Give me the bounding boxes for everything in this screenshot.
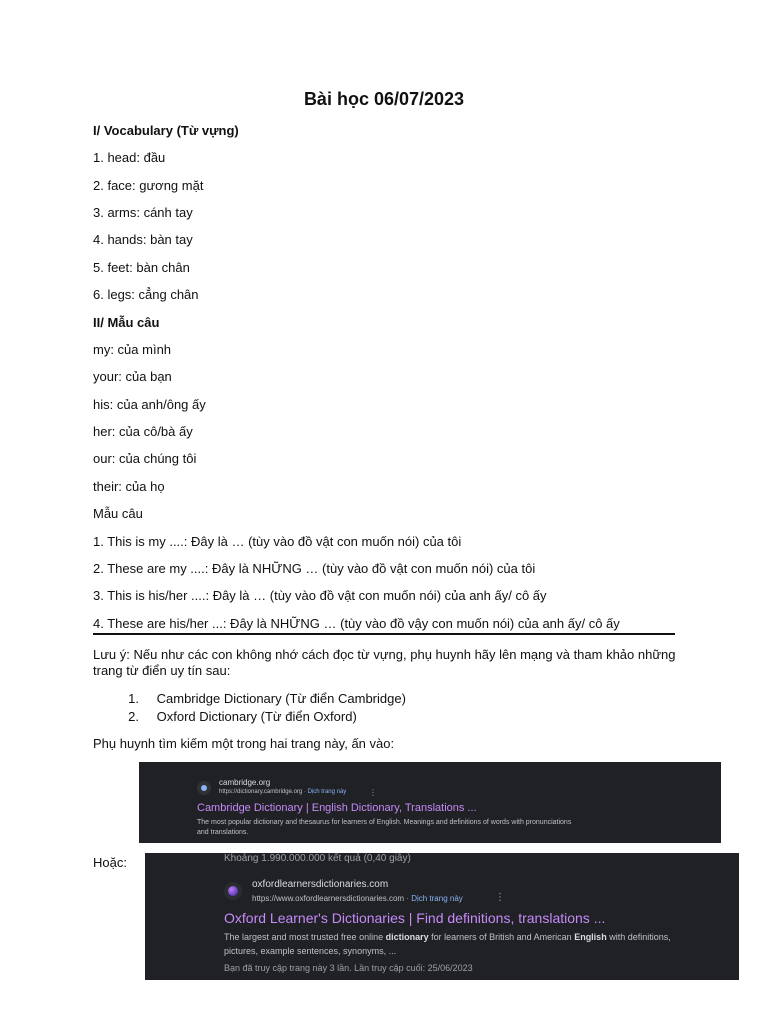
result-url bbox=[252, 894, 463, 903]
url-separator: · bbox=[303, 789, 308, 795]
vocab-heading: I/ Vocabulary (Từ vựng) bbox=[93, 123, 239, 138]
vocab-item: 1. head: đầu bbox=[93, 150, 166, 165]
pattern-item: her: của cô/bà ấy bbox=[93, 424, 193, 439]
snippet-text: for learners of British and American bbox=[428, 932, 575, 942]
note-paragraph: Lưu ý: Nếu như các con không nhớ cách đọc từ vựng, phụ huynh hãy lên mạng và tham khảo những trang từ điển uy tín sau: bbox=[93, 647, 676, 678]
instruction-text: Phụ huynh tìm kiếm một trong hai trang này, ấn vào: bbox=[93, 736, 395, 751]
dictionary-list-item bbox=[93, 691, 406, 707]
vocab-item: 3. arms: cánh tay bbox=[93, 205, 193, 220]
vocab-item: 4. hands: bàn tay bbox=[93, 232, 193, 247]
dictionary-label: Cambridge Dictionary (Từ điển Cambridge) bbox=[156, 691, 406, 706]
pattern-item: our: của chúng tôi bbox=[93, 451, 197, 466]
result-url-text: https://dictionary.cambridge.org bbox=[219, 789, 303, 795]
snippet-highlight: dictionary bbox=[385, 932, 429, 942]
result-url-text: https://www.oxfordlearnersdictionaries.com bbox=[252, 894, 405, 903]
more-options-icon[interactable]: ⋮ bbox=[369, 788, 377, 797]
visit-history: Bạn đã truy cập trang này 3 lần. Lần truy cập cuối: 25/06/2023 bbox=[224, 963, 473, 973]
pattern-item: his: của anh/ông ấy bbox=[93, 397, 206, 412]
cambridge-favicon-icon bbox=[197, 781, 211, 795]
vocab-item: 5. feet: bàn chân bbox=[93, 260, 190, 275]
sentence-pattern-subheading: Mẫu câu bbox=[93, 506, 143, 521]
list-number: 1. bbox=[128, 691, 139, 706]
result-headline-link[interactable]: Oxford Learner's Dictionaries | Find definitions, translations ... bbox=[224, 910, 606, 926]
oxford-search-result-image bbox=[145, 853, 739, 980]
list-number: 2. bbox=[128, 709, 139, 724]
result-site-name: oxfordlearnersdictionaries.com bbox=[252, 879, 389, 890]
pattern-item: your: của bạn bbox=[93, 369, 172, 384]
translate-link[interactable]: Dịch trang này bbox=[307, 789, 347, 795]
pattern-item: my: của mình bbox=[93, 342, 172, 357]
pattern-item: their: của họ bbox=[93, 479, 165, 494]
vocab-item: 6. legs: cẳng chân bbox=[93, 287, 199, 302]
dictionary-list-item bbox=[93, 709, 357, 725]
vocab-item: 2. face: gương mặt bbox=[93, 178, 204, 193]
sentence-pattern: 2. These are my ....: Đây là NHỮNG … (tùy vào đồ vật con muốn nói) của tôi bbox=[93, 561, 536, 576]
cambridge-search-result-image bbox=[139, 762, 721, 843]
result-stats: Khoảng 1.990.000.000 kết quả (0,40 giây) bbox=[224, 853, 411, 864]
result-headline-link[interactable]: Cambridge Dictionary | English Dictionary, Translations ... bbox=[197, 802, 477, 814]
sentence-pattern: 1. This is my ....: Đây là … (tùy vào đồ vật con muốn nói) của tôi bbox=[93, 534, 462, 549]
page-title: Bài học 06/07/2023 bbox=[303, 89, 465, 109]
or-label: Hoặc: bbox=[93, 855, 127, 870]
snippet-highlight: English bbox=[574, 932, 607, 942]
more-options-icon[interactable]: ⋮ bbox=[495, 892, 505, 903]
sentence-pattern: 4. These are his/her ...: Đây là NHỮNG … (tùy vào đồ vậy con muốn nói) của anh ấy/ cô ấy bbox=[93, 616, 620, 631]
sentence-pattern: 3. This is his/her ....: Đây là … (tùy vào đồ vật con muốn nói) của anh ấy/ cô ấy bbox=[93, 588, 547, 603]
result-url bbox=[219, 789, 346, 795]
url-separator: · bbox=[406, 894, 412, 903]
patterns-heading: II/ Mẫu câu bbox=[93, 315, 160, 330]
dictionary-label: Oxford Dictionary (Từ điển Oxford) bbox=[156, 709, 357, 724]
result-snippet: The most popular dictionary and thesaurus for learners of English. Meanings and definitions of words with pronunciations and translations. bbox=[197, 819, 572, 836]
result-site-name: cambridge.org bbox=[219, 778, 271, 787]
oxford-favicon-icon bbox=[224, 882, 242, 900]
snippet-text: The largest and most trusted free online bbox=[224, 932, 386, 942]
section-divider bbox=[93, 633, 675, 635]
snippet-text: with definitions, pictures, example sentences, synonyms, ... bbox=[224, 932, 671, 956]
translate-link[interactable]: Dịch trang này bbox=[411, 894, 463, 903]
result-snippet bbox=[224, 930, 694, 958]
